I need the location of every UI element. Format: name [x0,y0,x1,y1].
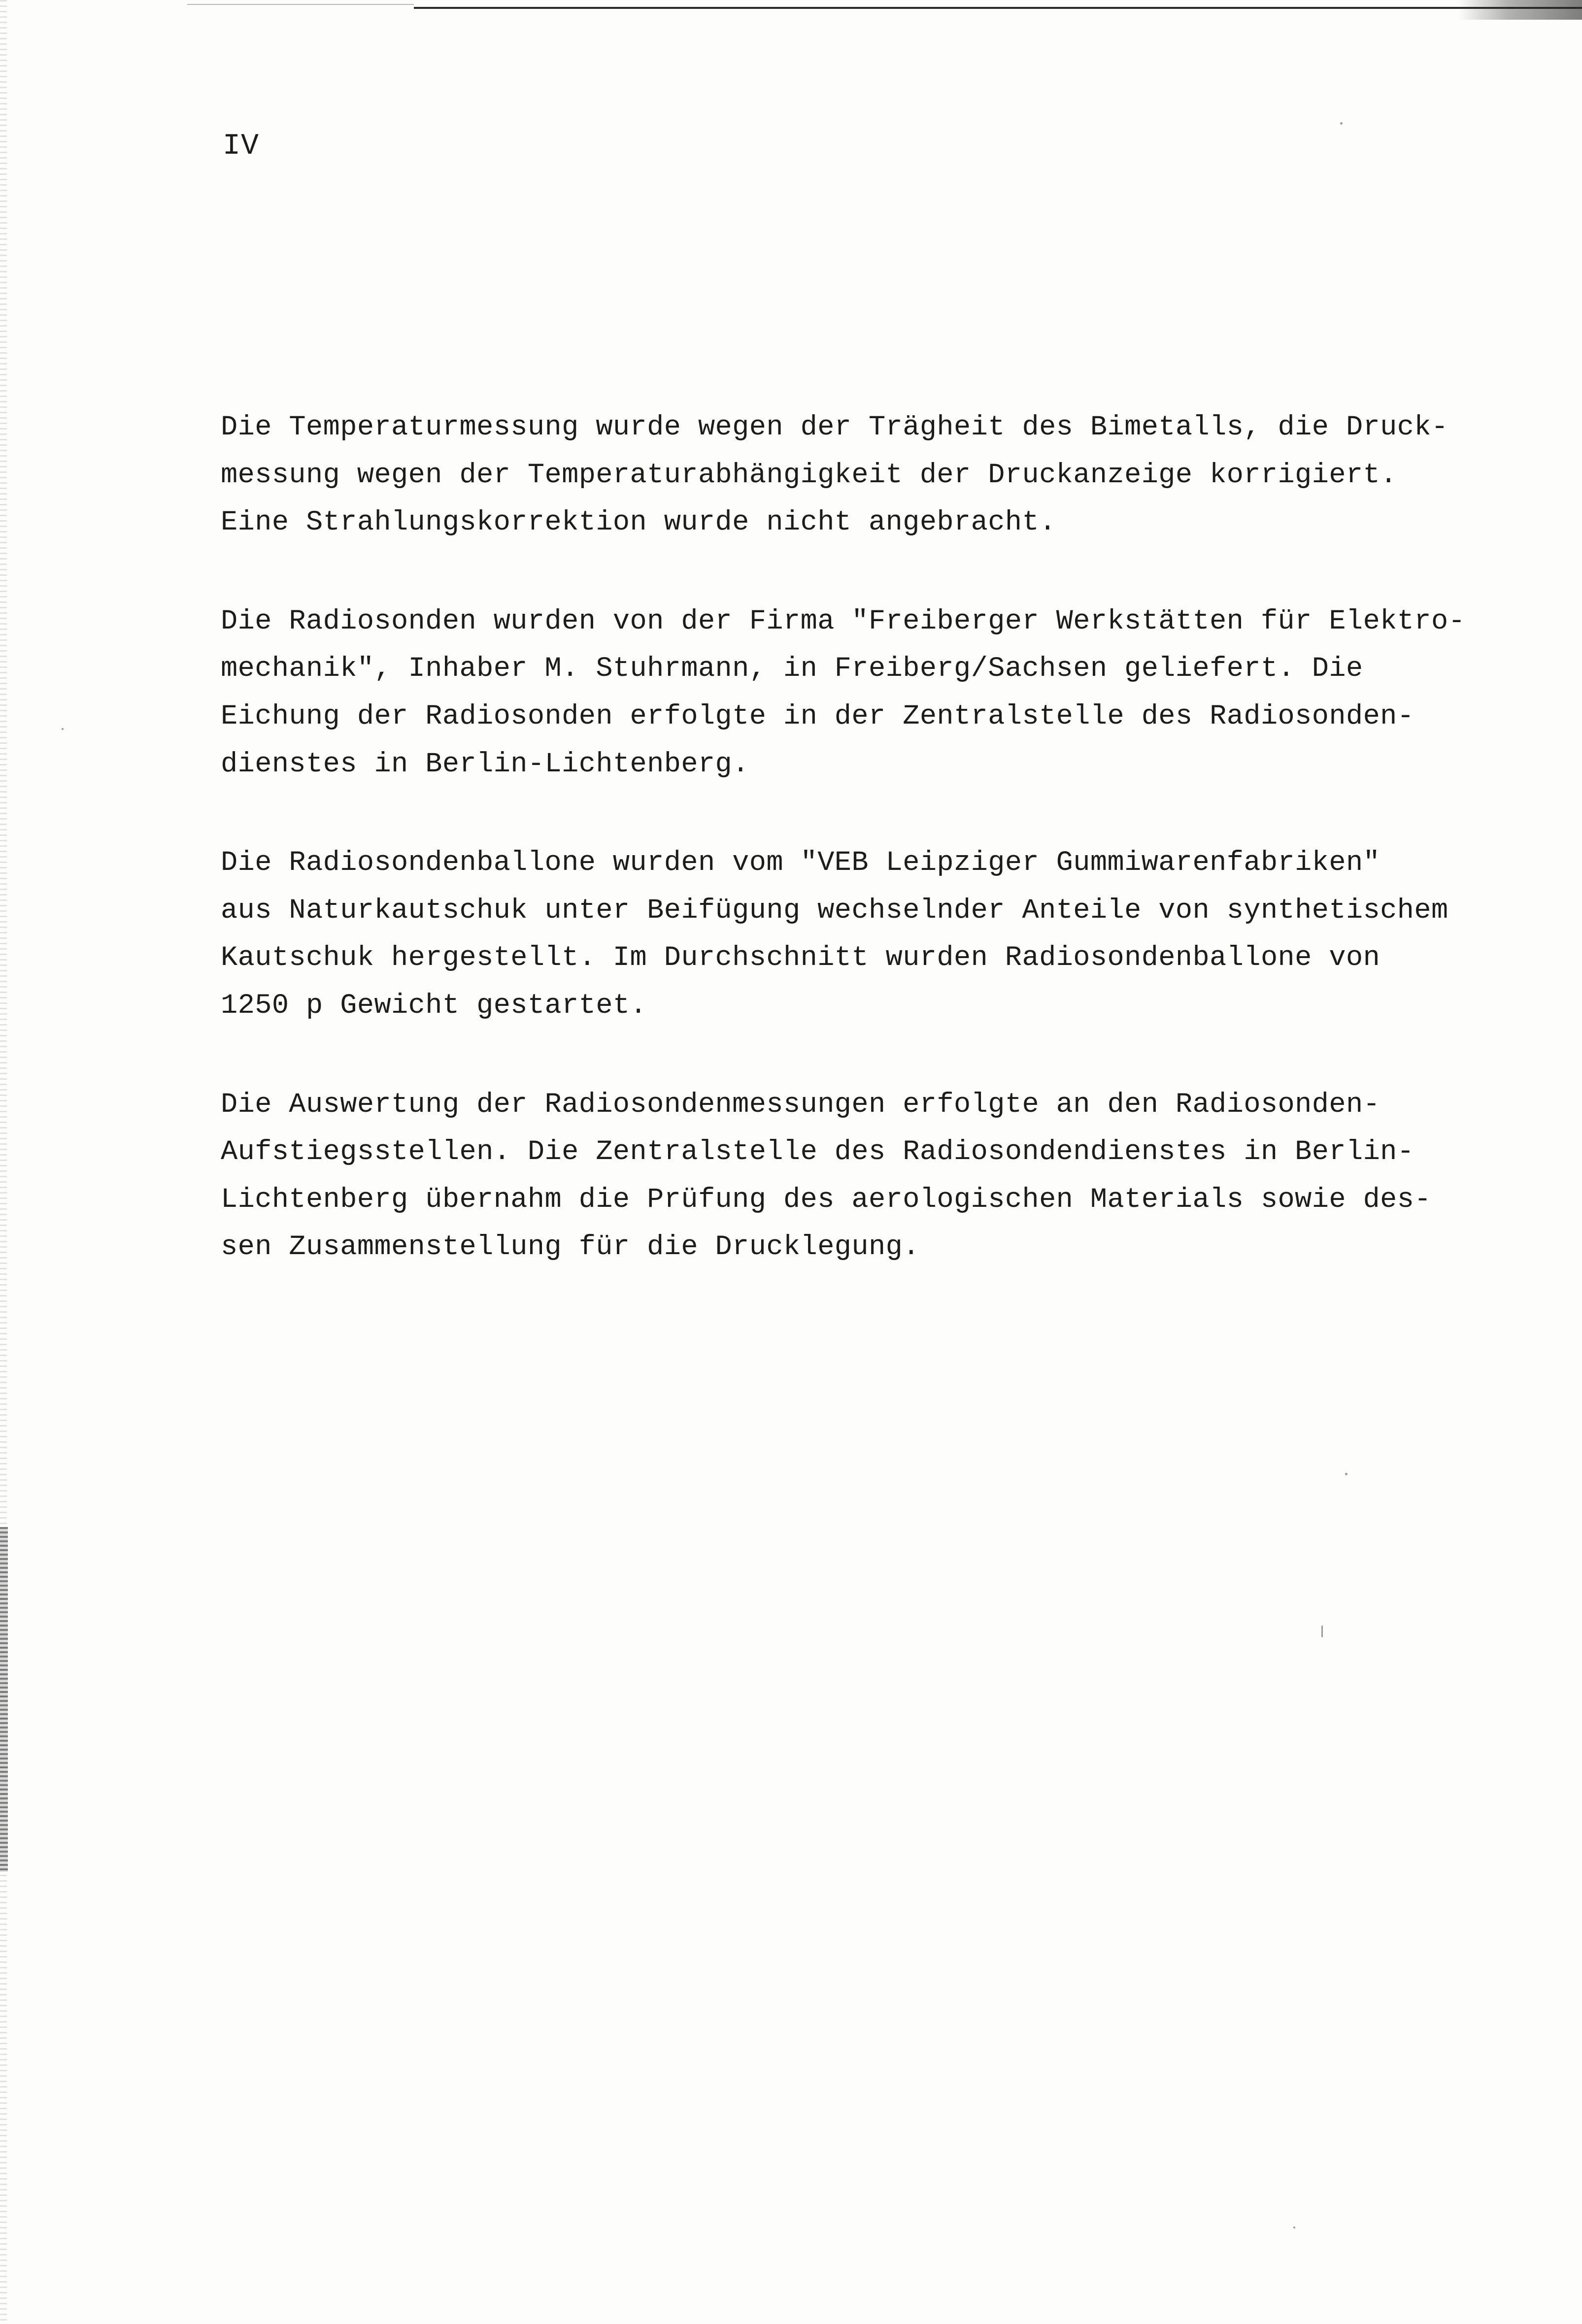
text-line: aus Naturkautschuk unter Beifügung wechselnder Anteile von synthetischem [221,895,1448,927]
scan-speck [1340,122,1343,125]
text-line: Die Radiosonden wurden von der Firma "Freiberger Werkstätten für Elektro- [221,605,1466,637]
text-line: Die Temperaturmessung wurde wegen der Trägheit des Bimetalls, die Druck- [221,412,1448,443]
text-line: mechanik", Inhaber M. Stuhrmann, in Freiberg/Sachsen geliefert. Die [221,653,1363,685]
text-line: Eichung der Radiosonden erfolgte in der Zentralstelle des Radiosonden- [221,700,1414,732]
text-line: dienstes in Berlin-Lichtenberg. [221,748,749,780]
text-line: sen Zusammenstellung für die Drucklegung. [221,1231,920,1263]
text-line: Kautschuk hergestellt. Im Durchschnitt wurden Radiosondenballone von [221,942,1380,974]
paragraph-radiosonde-supplier [221,598,1492,788]
scan-speck [1345,1473,1347,1475]
body-text [221,404,1492,1323]
scan-left-edge-dark [0,1527,8,1872]
text-line: Lichtenberg übernahm die Prüfung des aerologischen Materials sowie des- [221,1184,1431,1216]
text-line: Eine Strahlungskorrektion wurde nicht angebracht. [221,507,1056,539]
scan-speck [62,728,64,730]
paragraph-evaluation [221,1081,1492,1271]
scan-edge-line-faint [187,4,414,5]
scan-corner-shadow [1458,0,1582,20]
page-number: IV [223,130,260,163]
text-line: Die Auswertung der Radiosondenmessungen erfolgte an den Radiosonden- [221,1089,1380,1121]
text-line: 1250 p Gewicht gestartet. [221,990,647,1022]
scan-speck [1293,2226,1295,2228]
paragraph-balloons [221,839,1492,1029]
text-line: Aufstiegsstellen. Die Zentralstelle des Radiosondendienstes in Berlin- [221,1136,1414,1168]
text-line: messung wegen der Temperaturabhängigkeit der Druckanzeige korrigiert. [221,459,1397,491]
text-line: Die Radiosondenballone wurden vom "VEB Leipziger Gummiwarenfabriken" [221,847,1380,879]
scan-edge-line [414,7,1582,9]
paragraph-measurement-corrections [221,404,1492,547]
scan-left-edge [0,0,7,2324]
scan-speck [1321,1626,1323,1637]
